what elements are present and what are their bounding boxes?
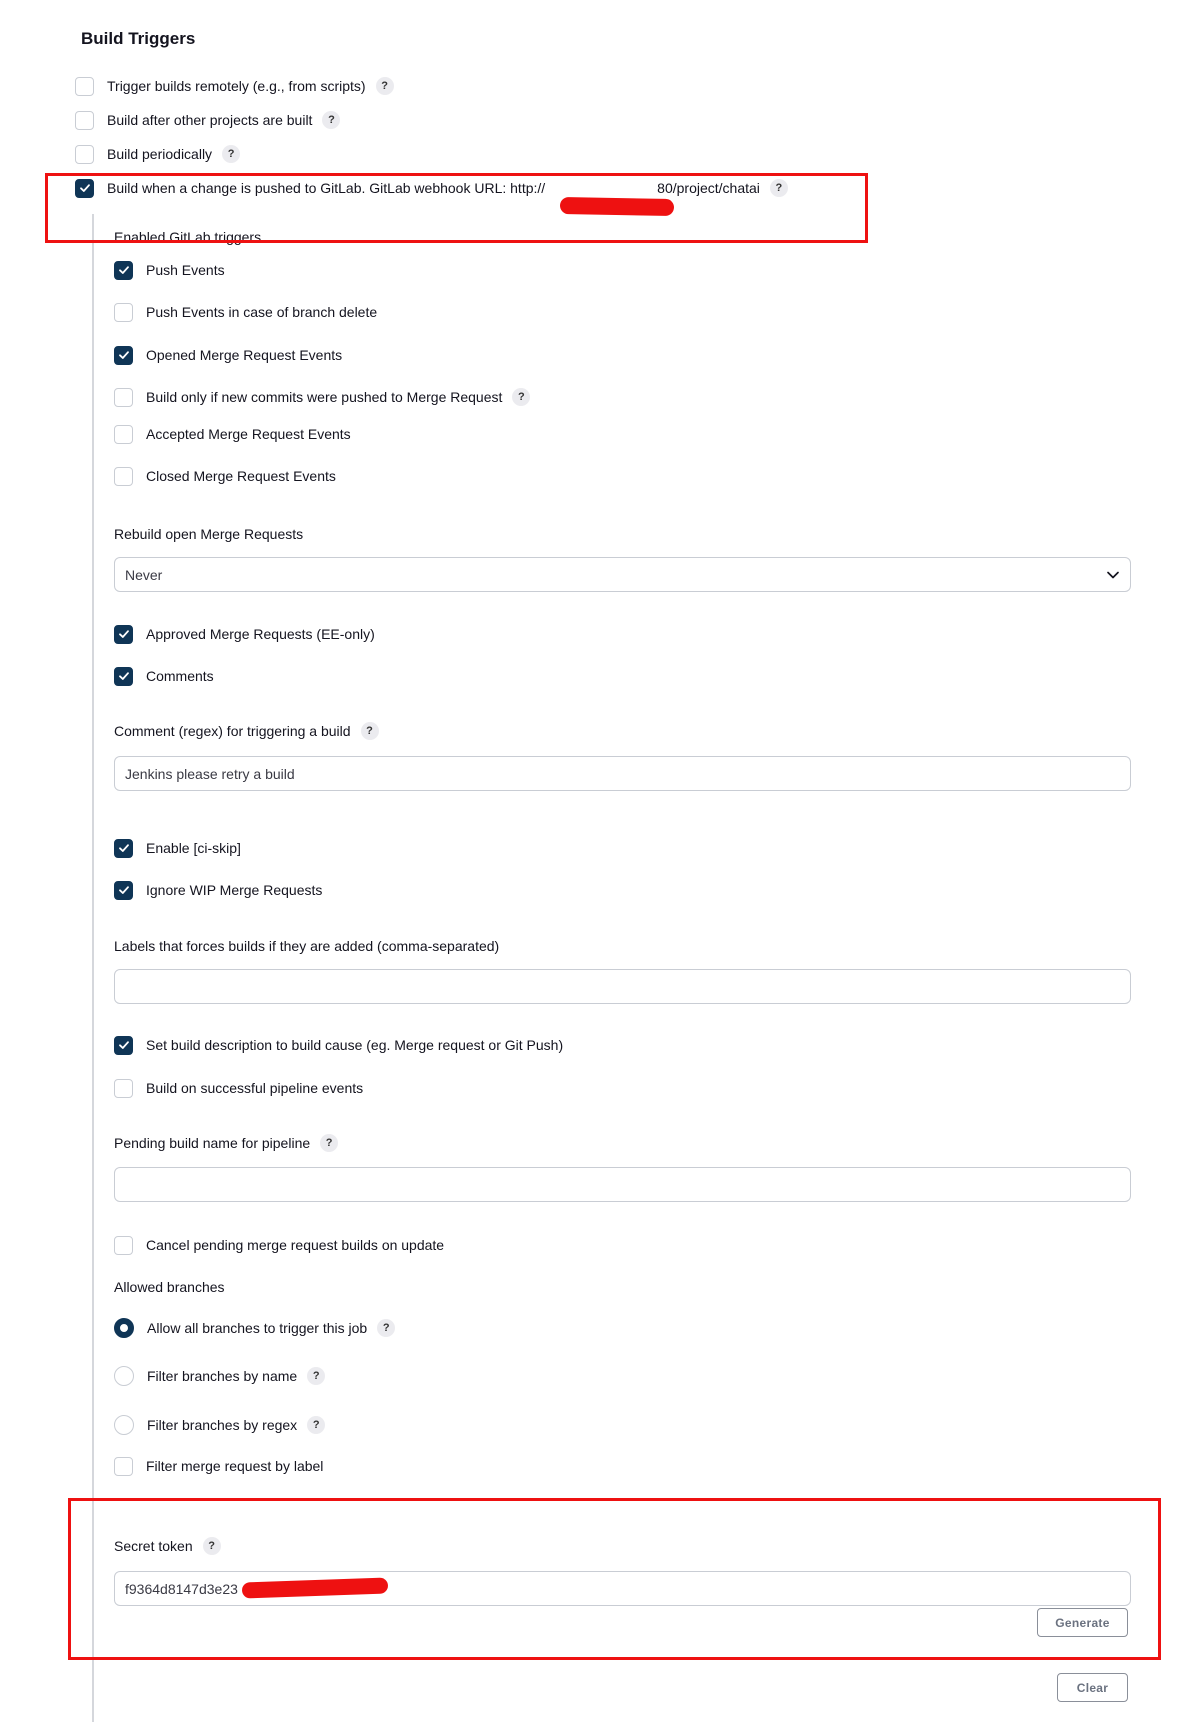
comments-checkbox[interactable] bbox=[114, 667, 133, 686]
push-events-checkbox[interactable] bbox=[114, 261, 133, 280]
build-periodically-checkbox[interactable] bbox=[75, 145, 94, 164]
check-icon bbox=[118, 264, 130, 276]
labels-force-label: Labels that forces builds if they are added (comma-separated) bbox=[114, 938, 500, 954]
check-icon bbox=[118, 628, 130, 640]
help-icon[interactable]: ? bbox=[320, 1134, 338, 1152]
accepted-mr-events-checkbox[interactable] bbox=[114, 425, 133, 444]
allow-all-branches-label: Allow all branches to trigger this job bbox=[147, 1320, 368, 1336]
secret-token-value: f9364d8147d3e23 bbox=[125, 1580, 238, 1597]
chevron-down-icon bbox=[1106, 568, 1120, 582]
opened-mr-events-checkbox[interactable] bbox=[114, 346, 133, 365]
generate-button[interactable]: Generate bbox=[1037, 1608, 1128, 1637]
filter-mr-by-label-row[interactable] bbox=[114, 1454, 323, 1478]
enable-ci-skip-checkbox[interactable] bbox=[114, 839, 133, 858]
build-after-checkbox[interactable] bbox=[75, 111, 94, 130]
build-periodically-label: Build periodically bbox=[107, 146, 213, 162]
filter-mr-by-label-checkbox[interactable] bbox=[114, 1457, 133, 1476]
set-build-description-checkbox[interactable] bbox=[114, 1036, 133, 1055]
annotation-box-webhook bbox=[45, 173, 868, 243]
trigger-remote-checkbox[interactable] bbox=[75, 77, 94, 96]
check-icon bbox=[118, 1039, 130, 1051]
cancel-pending-row[interactable] bbox=[114, 1233, 444, 1257]
push-events-label: Push Events bbox=[146, 262, 225, 278]
pending-build-label-row bbox=[114, 1134, 338, 1152]
filter-by-name-radio[interactable] bbox=[114, 1366, 134, 1386]
build-only-new-commits-row[interactable] bbox=[114, 385, 530, 409]
push-events-branch-delete-checkbox[interactable] bbox=[114, 303, 133, 322]
help-icon[interactable]: ? bbox=[307, 1416, 325, 1434]
filter-by-name-row[interactable] bbox=[114, 1364, 325, 1388]
build-on-pipeline-label: Build on successful pipeline events bbox=[146, 1080, 364, 1096]
ignore-wip-row[interactable] bbox=[114, 878, 322, 902]
build-after-row[interactable] bbox=[75, 108, 340, 132]
filter-by-regex-radio[interactable] bbox=[114, 1415, 134, 1435]
comment-regex-label-row bbox=[114, 722, 379, 740]
redaction-mark-url bbox=[560, 197, 674, 216]
set-build-description-row[interactable] bbox=[114, 1033, 563, 1057]
push-events-row[interactable] bbox=[114, 258, 225, 282]
filter-by-name-label: Filter branches by name bbox=[147, 1368, 298, 1384]
build-periodically-row[interactable] bbox=[75, 142, 240, 166]
approved-mr-label: Approved Merge Requests (EE-only) bbox=[146, 626, 375, 642]
filter-mr-by-label-label: Filter merge request by label bbox=[146, 1458, 324, 1474]
comment-regex-value: Jenkins please retry a build bbox=[125, 765, 295, 782]
help-icon[interactable]: ? bbox=[307, 1367, 325, 1385]
rebuild-open-mr-select[interactable] bbox=[114, 557, 1131, 592]
secret-token-label: Secret token bbox=[114, 1538, 193, 1554]
push-events-branch-delete-row[interactable] bbox=[114, 300, 377, 324]
comments-row[interactable] bbox=[114, 664, 214, 688]
closed-mr-events-checkbox[interactable] bbox=[114, 467, 133, 486]
check-icon bbox=[118, 670, 130, 682]
trigger-remote-label: Trigger builds remotely (e.g., from scripts) bbox=[107, 78, 366, 94]
check-icon bbox=[118, 349, 130, 361]
approved-mr-checkbox[interactable] bbox=[114, 625, 133, 644]
build-only-new-commits-checkbox[interactable] bbox=[114, 388, 133, 407]
cancel-pending-checkbox[interactable] bbox=[114, 1236, 133, 1255]
help-icon[interactable]: ? bbox=[377, 1319, 395, 1337]
help-icon[interactable]: ? bbox=[770, 179, 788, 197]
build-after-label: Build after other projects are built bbox=[107, 112, 313, 128]
opened-mr-events-row[interactable] bbox=[114, 343, 342, 367]
filter-by-regex-row[interactable] bbox=[114, 1413, 325, 1437]
allow-all-branches-radio[interactable] bbox=[114, 1318, 134, 1338]
opened-mr-events-label: Opened Merge Request Events bbox=[146, 347, 343, 363]
rebuild-open-mr-value: Never bbox=[125, 566, 163, 583]
enabled-gitlab-triggers-label: Enabled GitLab triggers bbox=[114, 229, 262, 245]
check-icon bbox=[118, 842, 130, 854]
help-icon[interactable]: ? bbox=[203, 1537, 221, 1555]
accepted-mr-events-row[interactable] bbox=[114, 422, 351, 446]
cancel-pending-label: Cancel pending merge request builds on update bbox=[146, 1237, 445, 1253]
clear-button[interactable]: Clear bbox=[1057, 1673, 1128, 1702]
ignore-wip-label: Ignore WIP Merge Requests bbox=[146, 882, 323, 898]
allowed-branches-label: Allowed branches bbox=[114, 1279, 225, 1295]
rebuild-open-mr-label: Rebuild open Merge Requests bbox=[114, 526, 304, 542]
pending-build-input[interactable] bbox=[114, 1167, 1131, 1202]
check-icon bbox=[118, 884, 130, 896]
help-icon[interactable]: ? bbox=[376, 77, 394, 95]
comment-regex-label: Comment (regex) for triggering a build bbox=[114, 723, 351, 739]
enable-ci-skip-label: Enable [ci-skip] bbox=[146, 840, 241, 856]
trigger-remote-row[interactable] bbox=[75, 74, 394, 98]
help-icon[interactable]: ? bbox=[222, 145, 240, 163]
push-events-branch-delete-label: Push Events in case of branch delete bbox=[146, 304, 378, 320]
build-on-pipeline-checkbox[interactable] bbox=[114, 1079, 133, 1098]
enable-ci-skip-row[interactable] bbox=[114, 836, 241, 860]
allow-all-branches-row[interactable] bbox=[114, 1316, 395, 1340]
build-only-new-commits-label: Build only if new commits were pushed to Merge Request bbox=[146, 389, 503, 405]
annotation-box-secret-token bbox=[68, 1498, 1161, 1660]
nested-section-line bbox=[92, 214, 94, 1722]
accepted-mr-events-label: Accepted Merge Request Events bbox=[146, 426, 351, 442]
closed-mr-events-label: Closed Merge Request Events bbox=[146, 468, 336, 484]
help-icon[interactable]: ? bbox=[361, 722, 379, 740]
help-icon[interactable]: ? bbox=[322, 111, 340, 129]
ignore-wip-checkbox[interactable] bbox=[114, 881, 133, 900]
labels-force-input[interactable] bbox=[114, 969, 1131, 1004]
section-title: Build Triggers bbox=[81, 29, 196, 48]
closed-mr-events-row[interactable] bbox=[114, 464, 336, 488]
help-icon[interactable]: ? bbox=[512, 388, 530, 406]
pending-build-label: Pending build name for pipeline bbox=[114, 1135, 311, 1151]
set-build-description-label: Set build description to build cause (eg. Merge request or Git Push) bbox=[146, 1037, 564, 1053]
comment-regex-input[interactable] bbox=[114, 756, 1131, 791]
webhook-url-suffix: 80/project/chatai bbox=[657, 180, 760, 196]
approved-mr-row[interactable] bbox=[114, 622, 375, 646]
gitlab-push-trigger-label: Build when a change is pushed to GitLab. GitLab webhook URL: http:// bbox=[107, 180, 546, 196]
comments-label: Comments bbox=[146, 668, 214, 684]
build-on-pipeline-row[interactable] bbox=[114, 1076, 363, 1100]
filter-by-regex-label: Filter branches by regex bbox=[147, 1417, 298, 1433]
